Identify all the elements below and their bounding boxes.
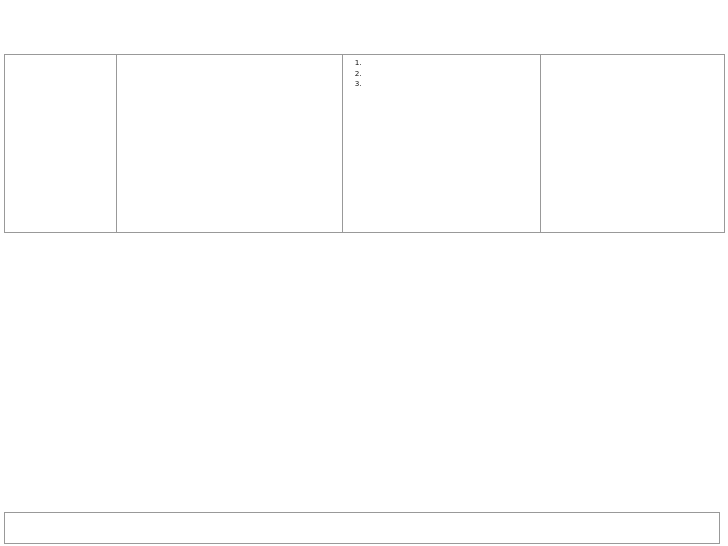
main-part-timing-cell xyxy=(5,55,117,233)
list-item xyxy=(364,69,535,80)
main-part-tutor-cell xyxy=(117,55,343,233)
session-outline-table xyxy=(4,54,725,233)
list-item xyxy=(364,58,535,69)
main-part-students-cell xyxy=(343,55,541,233)
reflection-box xyxy=(4,512,720,544)
main-part-resources-cell xyxy=(541,55,725,233)
list-item xyxy=(364,79,535,90)
main-part-row xyxy=(5,55,725,233)
students-activity-list xyxy=(348,58,535,90)
main-part-section xyxy=(5,55,725,233)
